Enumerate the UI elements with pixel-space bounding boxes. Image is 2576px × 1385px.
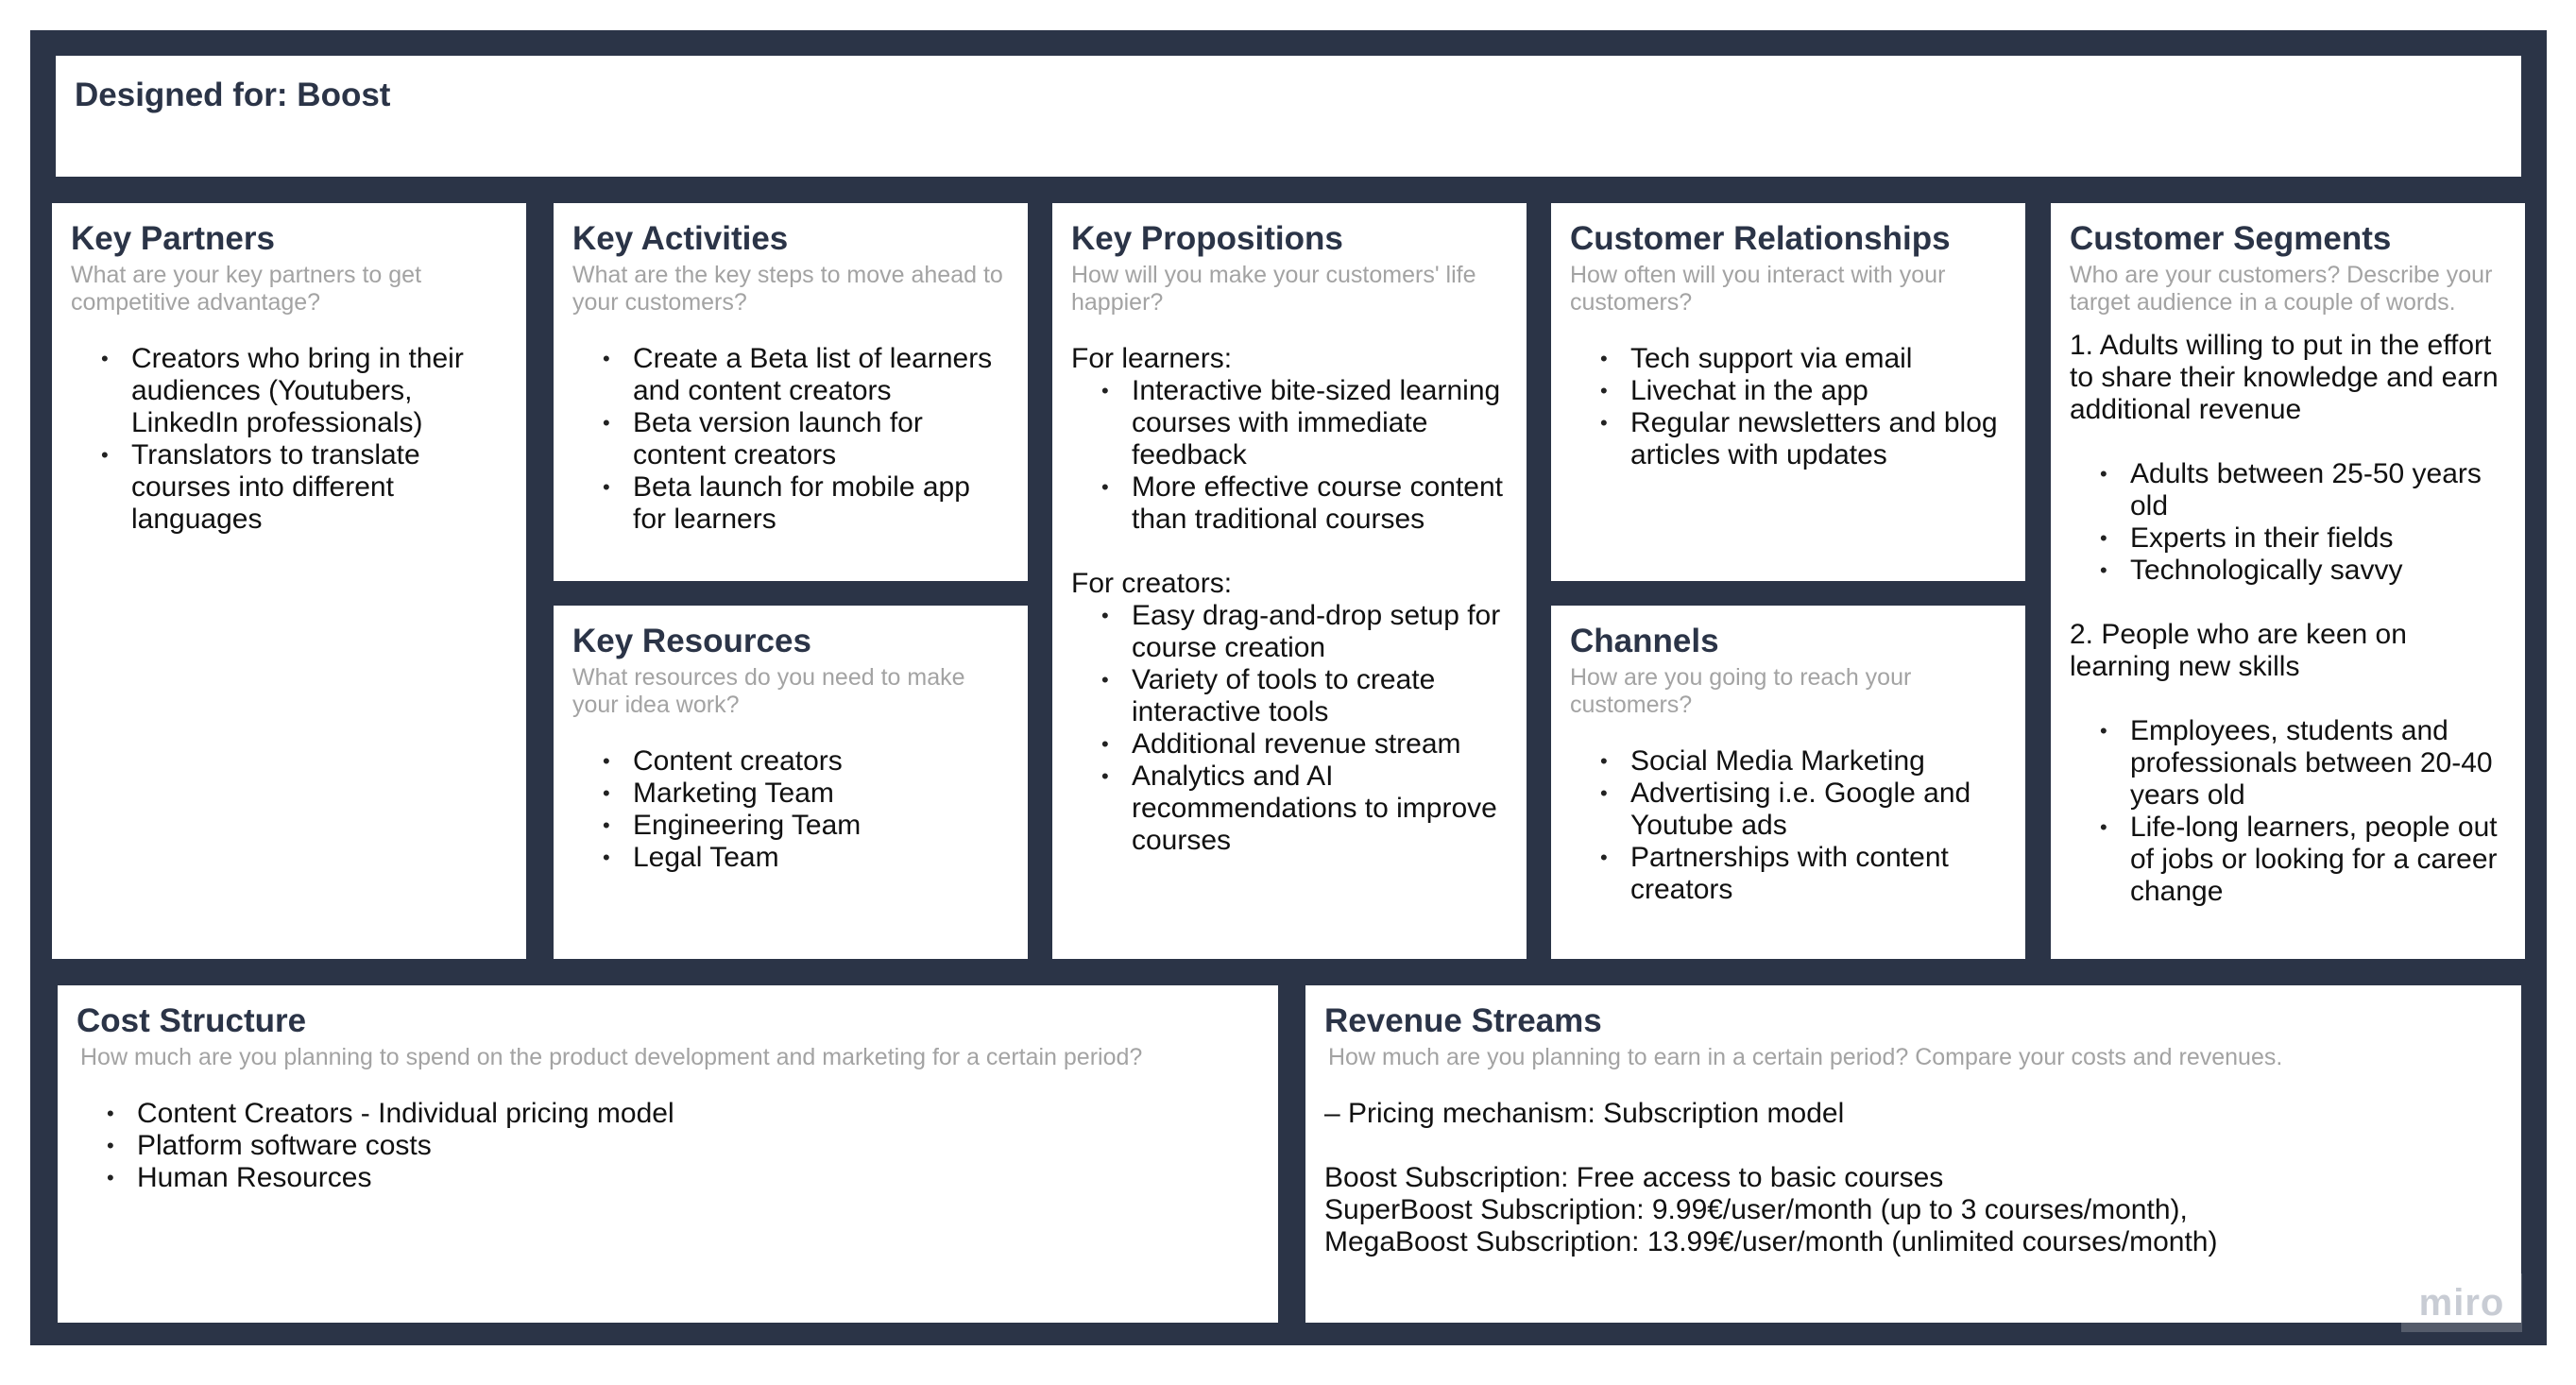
list-item: • Tech support via email (1630, 343, 2006, 375)
customer-segments-title: Customer Segments (2070, 220, 2392, 257)
channels-title: Channels (1570, 623, 1719, 659)
pricing-mechanism: – Pricing mechanism: Subscription model (1324, 1098, 1845, 1129)
customer-segments-cell[interactable] (2051, 203, 2525, 959)
customer-relationships-cell[interactable] (1551, 203, 2025, 581)
key-propositions-title: Key Propositions (1071, 220, 1343, 257)
miro-watermark: miro (2401, 1274, 2522, 1332)
segment-2-heading: 2. People who are keen on learning new skills (2070, 618, 2407, 682)
revenue-streams-title: Revenue Streams (1324, 1002, 1602, 1039)
key-activities-hint: What are the key steps to move ahead to your customers? (572, 262, 1003, 316)
list-item: • Human Resources (137, 1162, 1259, 1194)
list-item: • Regular newsletters and blog articles with updates (1630, 407, 2006, 471)
cost-structure-list (77, 1098, 1259, 1194)
list-item: • Creators who bring in their audiences (Youtubers, LinkedIn professionals) (131, 343, 507, 439)
subscription-line: SuperBoost Subscription: 9.99€/user/month (up to 3 courses/month), (1324, 1194, 2188, 1225)
key-partners-list (71, 343, 507, 536)
list-item: • Livechat in the app (1630, 375, 2006, 407)
segment-1-heading: 1. Adults willing to put in the effort to share their knowledge and earn additional revenue (2070, 329, 2499, 425)
learners-heading: For learners: (1071, 342, 1233, 374)
list-item: • Analytics and AI recommendations to improve courses (1132, 761, 1508, 857)
key-partners-cell[interactable] (52, 203, 526, 959)
list-item: • Legal Team (633, 842, 1009, 874)
list-item: • Content Creators - Individual pricing model (137, 1098, 1259, 1130)
key-resources-hint: What resources do you need to make your idea work? (572, 664, 965, 718)
header-cell (56, 56, 2521, 177)
list-item: • Technologically savvy (2130, 555, 2506, 587)
list-item: • Translators to translate courses into different languages (131, 439, 507, 536)
revenue-streams-hint: How much are you planning to earn in a certain period? Compare your costs and revenues. (1328, 1044, 2283, 1071)
key-propositions-hint: How will you make your customers' life happier? (1071, 262, 1476, 316)
key-resources-title: Key Resources (572, 623, 811, 659)
channels-cell[interactable] (1551, 606, 2025, 959)
list-item: • Variety of tools to create interactive tools (1132, 664, 1508, 728)
customer-relationships-hint: How often will you interact with your customers? (1570, 262, 1946, 316)
key-propositions-cell[interactable] (1052, 203, 1527, 959)
customer-relationships-list (1570, 343, 2006, 471)
channels-hint: How are you going to reach your customers? (1570, 664, 1912, 718)
revenue-streams-cell[interactable] (1305, 985, 2521, 1323)
business-model-canvas-board (30, 30, 2547, 1345)
key-activities-title: Key Activities (572, 220, 789, 257)
segment-2-list (2070, 715, 2506, 908)
key-resources-list (572, 745, 1009, 874)
subscription-line: Boost Subscription: Free access to basic courses (1324, 1162, 1944, 1193)
cost-structure-hint: How much are you planning to spend on the product development and marketing for a certain period? (80, 1044, 1143, 1071)
list-item: • Partnerships with content creators (1630, 842, 2006, 906)
customer-relationships-title: Customer Relationships (1570, 220, 1951, 257)
channels-list (1570, 745, 2006, 906)
subscription-line: MegaBoost Subscription: 13.99€/user/month (unlimited courses/month) (1324, 1226, 2218, 1257)
list-item: • Employees, students and professionals between 20-40 years old (2130, 715, 2506, 812)
list-item: • Content creators (633, 745, 1009, 778)
key-resources-cell[interactable] (554, 606, 1028, 959)
list-item: • Easy drag-and-drop setup for course creation (1132, 600, 1508, 664)
cost-structure-cell[interactable] (58, 985, 1278, 1323)
list-item: • Beta version launch for content creators (633, 407, 1009, 471)
list-item: • Create a Beta list of learners and content creators (633, 343, 1009, 407)
list-item: • Adults between 25-50 years old (2130, 458, 2506, 522)
list-item: • Beta launch for mobile app for learners (633, 471, 1009, 536)
key-activities-list (572, 343, 1009, 536)
list-item: • Platform software costs (137, 1130, 1259, 1162)
list-item: • Social Media Marketing (1630, 745, 2006, 778)
list-item: • Experts in their fields (2130, 522, 2506, 555)
list-item: • More effective course content than traditional courses (1132, 471, 1508, 536)
list-item: • Interactive bite-sized learning courses with immediate feedback (1132, 375, 1508, 471)
customer-segments-hint: Who are your customers? Describe your target audience in a couple of words. (2070, 262, 2493, 316)
key-partners-hint: What are your key partners to get competitive advantage? (71, 262, 422, 316)
cost-structure-title: Cost Structure (77, 1002, 307, 1039)
list-item: • Engineering Team (633, 810, 1009, 842)
learners-list (1071, 375, 1508, 536)
board-title: Designed for: Boost (75, 77, 391, 113)
key-activities-cell[interactable] (554, 203, 1028, 581)
list-item: • Additional revenue stream (1132, 728, 1508, 761)
list-item: • Advertising i.e. Google and Youtube ads (1630, 778, 2006, 842)
list-item: • Life-long learners, people out of jobs or looking for a career change (2130, 812, 2506, 908)
key-partners-title: Key Partners (71, 220, 275, 257)
creators-list (1071, 600, 1508, 857)
segment-1-list (2070, 458, 2506, 587)
creators-heading: For creators: (1071, 567, 1233, 599)
list-item: • Marketing Team (633, 778, 1009, 810)
